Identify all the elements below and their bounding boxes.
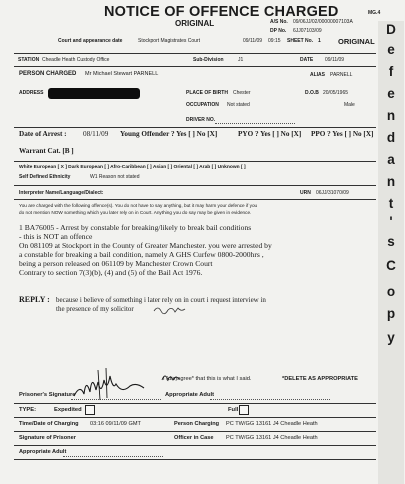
- station-value: Cheadle Heath Custody Office: [42, 57, 110, 63]
- sex-value: Male: [344, 102, 355, 108]
- officer-in-case-label: Officer in Case: [174, 435, 214, 441]
- pob-value: Chester: [233, 90, 251, 96]
- type-label: TYPE:: [19, 407, 37, 413]
- side-letter: n: [386, 174, 396, 189]
- station-label: STATION: [18, 57, 40, 63]
- side-letter: e: [387, 86, 395, 101]
- expedited-checkbox[interactable]: [85, 405, 95, 415]
- court-label: Court and appearance date: [58, 38, 123, 44]
- divider: [14, 445, 376, 446]
- divider: [14, 431, 376, 432]
- offence-line-1: 1 BA76005 - Arrest by constable for breaking/likely to break bail conditions: [19, 223, 252, 232]
- offence-line-5: being a person released on 061109 by Manchester Crown Court: [19, 259, 213, 268]
- signature-of-prisoner-label: Signature of Prisoner: [19, 435, 76, 441]
- urn-label: URN: [300, 190, 311, 196]
- agree-statement: I (dis)agree* that this is what I said.: [163, 376, 252, 382]
- occupation-value: Not stated: [227, 102, 250, 108]
- person-charged-label: PERSON CHARGED: [19, 71, 77, 77]
- reply-line-1: because i believe of something i later rely on in court i request interview in: [56, 296, 266, 304]
- form-title: NOTICE OF OFFENCE CHARGED: [104, 4, 339, 20]
- divider: [14, 403, 376, 404]
- divider: [14, 66, 376, 67]
- appropriate-adult-label: Appropriate Adult: [165, 392, 215, 398]
- interpreter-label: Interpreter Name/Language/Dialect:: [19, 190, 104, 196]
- address-label: ADDRESS: [19, 90, 44, 96]
- original-stamp-right: ORIGINAL: [338, 37, 375, 46]
- sheet-value: 1: [318, 38, 321, 44]
- caution-line-1: You are charged with the following offence(s). You do not have to say anything, but it may harm your defence if you: [19, 203, 258, 208]
- ppo: PPO ? Yes [ ] No [X]: [311, 130, 374, 138]
- side-letter: p: [386, 306, 396, 321]
- appropriate-adult-line: [210, 399, 330, 400]
- offence-line-4: a constable for breaking a bail condition, namely A GHS Curfew 0800-2000hrs ,: [19, 250, 264, 259]
- divider: [14, 53, 376, 54]
- handwritten-reply-note: [152, 303, 188, 315]
- redacted-address: [48, 88, 140, 99]
- pob-label: PLACE OF BIRTH: [186, 90, 228, 96]
- side-letter: t: [388, 196, 394, 211]
- prisoner-signature: [70, 366, 150, 404]
- side-letter: ': [389, 214, 393, 229]
- side-letter: y: [387, 330, 395, 345]
- dp-no-value: 6JJ07103/09: [293, 28, 322, 34]
- ethnicity-options: White European [ X ] Dark European [ ] Afro-Caribbean [ ] Asian [ ] Oriental [ ] Arab [ ] Unknown [ ]: [19, 165, 246, 170]
- divider: [14, 459, 376, 460]
- court-time: 09:15: [268, 38, 281, 44]
- time-date-label: Time/Date of Charging: [19, 421, 79, 427]
- dob-value: 20/05/1965: [323, 90, 349, 96]
- side-letter: o: [386, 284, 396, 299]
- prisoner-signature-label: Prisoner's Signature: [19, 392, 76, 398]
- side-letter: e: [387, 42, 395, 57]
- side-letter: s: [387, 234, 395, 249]
- person-charging-value: PC TW/GG 13161 J4 Cheadle Heath: [226, 421, 318, 427]
- subdivision-value: J1: [238, 57, 244, 63]
- time-date-value: 03:16 09/11/09 GMT: [90, 421, 141, 427]
- side-letter: n: [386, 108, 396, 123]
- sheet-label: SHEET No.: [287, 38, 314, 44]
- arrest-date-label: Date of Arrest :: [19, 130, 67, 138]
- delete-note: *DELETE AS APPROPRIATE: [282, 376, 358, 382]
- expedited-label: Expedited: [54, 407, 82, 413]
- offence-line-2: - this is NOT an offence: [19, 232, 93, 241]
- side-letter: f: [388, 64, 394, 79]
- divider: [14, 417, 376, 418]
- young-offender: Young Offender ? Yes [ ] No [X]: [120, 130, 218, 138]
- full-checkbox[interactable]: [239, 405, 249, 415]
- officer-in-case-value: PC TW/GG 13161 J4 Cheadle Heath: [226, 435, 318, 441]
- divider: [14, 161, 376, 162]
- self-defined-ethnicity-value: W1 Reason not stated: [90, 174, 140, 180]
- offence-line-6: Contrary to section 7(3)(b), (4) and (5) of the Bail Act 1976.: [19, 268, 203, 277]
- divider: [14, 199, 376, 200]
- urn-value: 06JJ/31070/09: [316, 190, 349, 196]
- court-date: 09/11/09: [243, 38, 263, 44]
- caution-line-2: do not mention NOW something which you later rely on in Court. Anything you do say may be given in evidence.: [19, 210, 252, 215]
- reply-label: REPLY :: [19, 295, 50, 304]
- pyo: PYO ? Yes [ ] No [X]: [238, 130, 302, 138]
- divider: [14, 127, 376, 128]
- original-stamp-top: ORIGINAL: [175, 19, 215, 28]
- as-no-label: A/S No.: [270, 19, 288, 25]
- side-letter: a: [387, 152, 395, 167]
- side-letter: C: [386, 258, 396, 273]
- occupation-label: OCCUPATION: [186, 102, 219, 108]
- full-label: Full: [228, 407, 239, 413]
- date-value: 09/11/09: [325, 57, 345, 63]
- dp-no-label: DP No.: [270, 28, 287, 34]
- divider: [14, 185, 376, 186]
- court-value: Stockport Magistrates Court: [138, 38, 200, 44]
- alias-label: ALIAS: [310, 72, 325, 78]
- appropriate-adult-2-label: Appropriate Adult: [19, 449, 67, 455]
- self-defined-ethnicity-label: Self Defined Ethnicity: [19, 174, 71, 180]
- signature-initials: [160, 370, 182, 384]
- side-letter: d: [386, 130, 396, 145]
- side-letter: D: [386, 22, 396, 37]
- warrant-category: Warrant Cat. [B ]: [19, 147, 74, 155]
- appropriate-adult-2-line: [63, 456, 163, 457]
- reply-line-2: the presence of my solicitor: [56, 305, 134, 313]
- person-charging-label: Person Charging: [174, 421, 220, 427]
- alias-value: PARNELL: [330, 72, 353, 78]
- offence-line-3: On 081109 at Stockport in the County of Greater Manchester. you were arrested by: [19, 241, 272, 250]
- person-charged-value: Mr Michael Stewart PARNELL: [85, 71, 159, 77]
- arrest-date-value: 08/11/09: [83, 130, 109, 138]
- subdivision-label: Sub-Division: [193, 57, 224, 63]
- dob-label: D.O.B: [305, 90, 319, 96]
- driver-no-field: [215, 123, 295, 124]
- date-label: DATE: [300, 57, 314, 63]
- driver-no-label: DRIVER NO.: [186, 117, 216, 123]
- form-code: MG.4: [368, 10, 381, 16]
- as-no-value: 09/06JJ/02/00000007103A: [293, 19, 353, 25]
